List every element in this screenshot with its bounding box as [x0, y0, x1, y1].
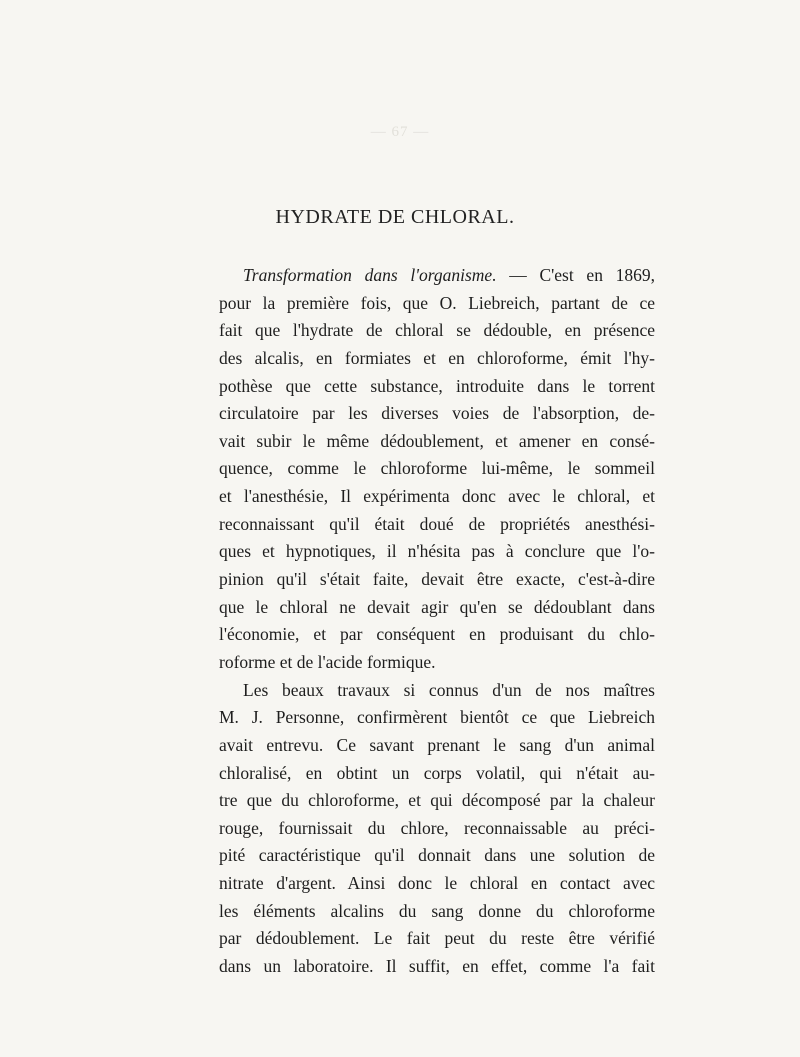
paragraph-1-line: pothèse que cette substance, introduite dans le torrent: [219, 375, 655, 396]
paragraph-2-line: par dédoublement. Le fait peut du reste être vérifié: [219, 928, 655, 949]
paragraph-1-line: ques et hypnotiques, il n'hésita pas à conclure que l'o-: [219, 541, 655, 562]
paragraph-2-line: nitrate d'argent. Ainsi donc le chloral en contact avec: [219, 873, 655, 894]
paragraph-1-line: pour la première fois, que O. Liebreich, partant de ce: [219, 292, 655, 313]
page-number: — 67 —: [370, 124, 430, 140]
page-title: HYDRATE DE CHLORAL.: [275, 206, 515, 228]
paragraph-1-line: l'économie, et par conséquent en produisant du chlo-: [219, 624, 655, 645]
paragraph-1-line: reconnaissant qu'il était doué de propriétés anesthési-: [219, 513, 655, 534]
paragraph-2-line: pité caractéristique qu'il donnait dans une solution de: [219, 845, 655, 866]
paragraph-2-line: chloralisé, en obtint un corps volatil, qui n'était au-: [219, 762, 655, 783]
section-heading-italic: Transformation dans l'organisme.: [243, 265, 497, 285]
paragraph-2-line: tre que du chloroforme, et qui décomposé par la chaleur: [219, 790, 655, 811]
paragraph-1-line: des alcalis, en formiates et en chloroforme, émit l'hy-: [219, 347, 655, 368]
paragraph-2-line: dans un laboratoire. Il suffit, en effet, comme l'a fait: [219, 956, 655, 977]
body-text: [219, 262, 655, 981]
paragraph-1-line: pinion qu'il s'était faite, devait être exacte, c'est-à-dire: [219, 569, 655, 590]
section-heading-rest: — C'est en 1869,: [509, 265, 656, 285]
paragraph-1-line: et l'anesthésie, Il expérimenta donc avec le chloral, et: [219, 486, 655, 507]
paragraph-2-line: Les beaux travaux si connus d'un de nos maîtres: [243, 679, 655, 700]
paragraph-2-line: avait entrevu. Ce savant prenant le sang d'un animal: [219, 734, 655, 755]
paragraph-1-line: vait subir le même dédoublement, et amener en consé-: [219, 430, 655, 451]
paragraph-2-line: rouge, fournissait du chlore, reconnaissable au préci-: [219, 817, 655, 838]
paragraph-1-line: que le chloral ne devait agir qu'en se dédoublant dans: [219, 596, 655, 617]
paragraph-1-line: roforme et de l'acide formique.: [219, 651, 436, 672]
paragraph-2-line: M. J. Personne, confirmèrent bientôt ce que Liebreich: [219, 707, 655, 728]
paragraph-1-line: quence, comme le chloroforme lui-même, le sommeil: [219, 458, 655, 479]
paragraph-1-line: fait que l'hydrate de chloral se dédouble, en présence: [219, 320, 655, 341]
paragraph-1-line: circulatoire par les diverses voies de l'absorption, de-: [219, 403, 655, 424]
paragraph-2-line: les éléments alcalins du sang donne du chloroforme: [219, 900, 655, 921]
paragraph-1-line-0: [219, 262, 655, 290]
